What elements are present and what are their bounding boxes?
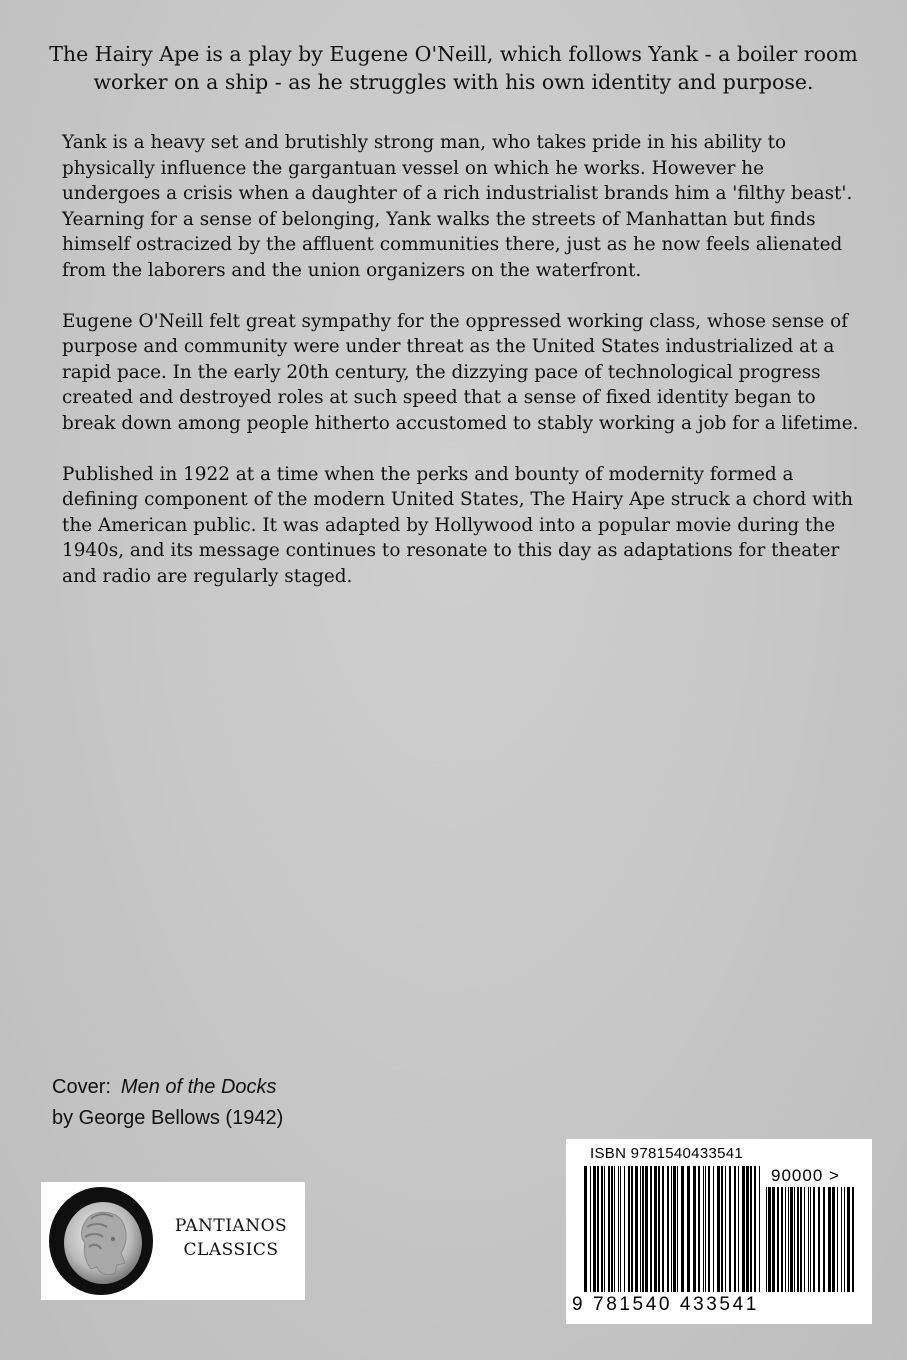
barcode-bar (584, 1166, 587, 1292)
barcode-bar (804, 1187, 805, 1292)
barcode-bar (608, 1166, 610, 1292)
cover-label: Cover: (52, 1076, 111, 1098)
description (62, 130, 862, 615)
isbn-label: ISBN 9781540433541 (590, 1145, 744, 1162)
barcode-bar (759, 1166, 760, 1292)
barcode-bar (597, 1166, 599, 1292)
paragraph-published: Published in 1922 at a time when the perks and bounty of modernity formed a defining component of the modern United States, The Hairy Ape struck a chord with the American public. It was adapted by Hollywood into a popular movie during the 1940s, and its message continues to resonate to this day as adaptations for theater and radio are regularly staged. (62, 463, 853, 587)
barcode-bar (698, 1166, 700, 1292)
paragraph-oneill: Eugene O'Neill felt great sympathy for the oppressed working class, whose sense of purpose and community were under threat as the United States industrialized at a rapid pace. In the early 20th century, the dizzying pace of technological progress created and destroyed roles at such speed that a sense of fixed identity began to break down among people hitherto accustomed to stably working a job for a lifetime. (62, 310, 859, 434)
barcode-bar (635, 1166, 638, 1292)
barcode-bar (788, 1187, 789, 1292)
publisher-logo (41, 1182, 305, 1300)
barcode-bar (734, 1166, 736, 1292)
coin-portrait-icon (49, 1187, 153, 1295)
barcode-bar (832, 1187, 835, 1292)
price-code: 90000 > (771, 1166, 840, 1185)
barcode-bar (766, 1187, 767, 1292)
barcode-bar (705, 1166, 706, 1292)
barcode-bar (823, 1187, 825, 1292)
barcode-bar (781, 1187, 783, 1292)
barcode-bar (841, 1187, 842, 1292)
barcode-bar (847, 1187, 850, 1292)
barcode-bar (601, 1166, 603, 1292)
barcode-bar (673, 1166, 676, 1292)
barcode-bar (628, 1166, 630, 1292)
barcode-bar (797, 1187, 799, 1292)
barcode-bar (620, 1166, 621, 1292)
barcode-bar (717, 1166, 720, 1292)
barcode-bar (746, 1166, 749, 1292)
barcode-bar (810, 1187, 811, 1292)
barcode-bar (687, 1166, 690, 1292)
barcode-bar (794, 1187, 795, 1292)
barcode-digits: 9 781540 433541 (572, 1294, 759, 1315)
barcode-bar (590, 1166, 591, 1292)
barcode-bar (852, 1187, 854, 1292)
barcode-bar (721, 1166, 723, 1292)
barcode-bar (658, 1166, 660, 1292)
barcode-bar (750, 1166, 752, 1292)
barcode-bar (645, 1166, 648, 1292)
barcode-bar (742, 1166, 745, 1292)
barcode-bar (650, 1166, 652, 1292)
barcode-bar (667, 1166, 669, 1292)
barcode-bar (631, 1166, 633, 1292)
cover-byline: by George Bellows (1942) (52, 1107, 284, 1129)
barcode-bar (818, 1187, 820, 1292)
barcode-bar (837, 1187, 838, 1292)
barcode-bar (790, 1187, 793, 1292)
barcode-bar (640, 1166, 641, 1292)
paragraph-yank: Yank is a heavy set and brutishly strong man, who takes pride in his ability to physically influence the gargantuan vessel on which he works. However he undergoes a crisis when a daughter of a rich industrialist brands him a 'filthy beast'. Yearning for a sense of belonging, Yank walks the streets of Manhattan but finds himself ostracized by the affluent communities there, just as he now feels alienated from the laborers and the union organizers on the waterfront. (62, 132, 853, 281)
barcode-bar (813, 1187, 815, 1292)
barcode-bar (828, 1187, 831, 1292)
barcode-bar (713, 1166, 714, 1292)
barcode-bar (642, 1166, 644, 1292)
barcode-bar (777, 1187, 779, 1292)
barcode-bar (604, 1166, 605, 1292)
barcode-bar (624, 1166, 625, 1292)
barcode-bar (808, 1187, 809, 1292)
barcode-bar (708, 1166, 710, 1292)
publisher-name (161, 1214, 301, 1262)
barcode-bar (693, 1166, 696, 1292)
barcode-bar (611, 1166, 613, 1292)
barcode-bar (614, 1166, 615, 1292)
barcode-bar (662, 1166, 664, 1292)
barcode-bars (584, 1166, 760, 1296)
barcode-bar (800, 1187, 802, 1292)
barcode-bar (768, 1187, 771, 1292)
barcode-bar (654, 1166, 657, 1292)
barcode-bar (593, 1166, 596, 1292)
barcode-bar (729, 1166, 731, 1292)
barcode-bar (785, 1187, 786, 1292)
publisher-name-line2: CLASSICS (183, 1240, 279, 1260)
intro-text: The Hairy Ape is a play by Eugene O'Neill, which follows Yank - a boiler room worker on a ship - as he struggles with his own identity and purpose. (49, 42, 858, 94)
addon-barcode-bars (766, 1187, 854, 1296)
barcode-bar (844, 1187, 845, 1292)
isbn-barcode (566, 1139, 872, 1324)
barcode-bar (772, 1187, 775, 1292)
barcode-bar (725, 1166, 726, 1292)
barcode-bar (738, 1166, 739, 1292)
barcode-bar (681, 1166, 684, 1292)
barcode-bar (754, 1166, 756, 1292)
cover-painting-title: Men of the Docks (120, 1076, 277, 1098)
cover-credit (52, 1072, 283, 1134)
cover-credit-line (52, 1072, 283, 1103)
barcode-bar (703, 1166, 704, 1292)
publisher-name-line1: PANTIANOS (174, 1216, 288, 1236)
barcode-bar (618, 1166, 619, 1292)
barcode-bar (677, 1166, 678, 1292)
barcode-bar (671, 1166, 672, 1292)
